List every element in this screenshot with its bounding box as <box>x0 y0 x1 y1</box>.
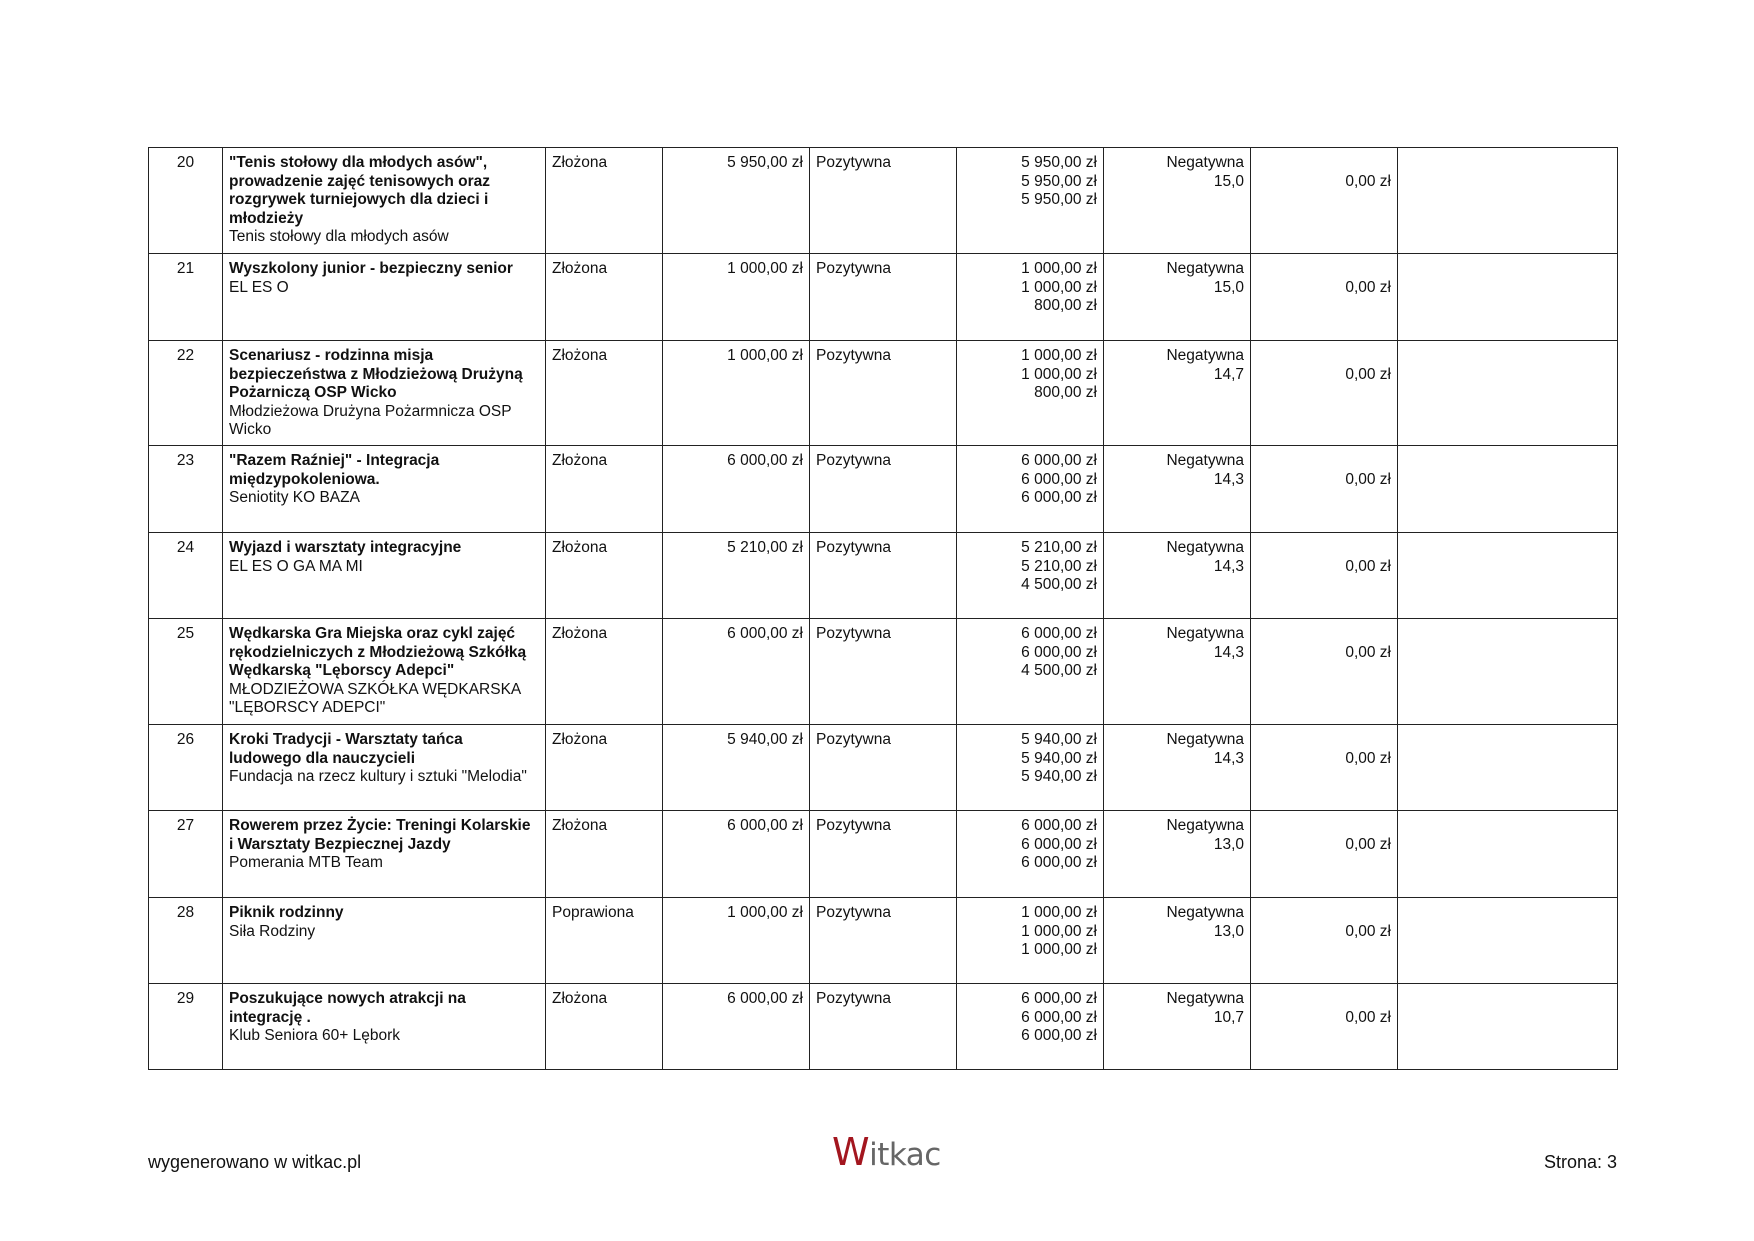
project-title: Piknik rodzinny <box>229 904 344 921</box>
formal-assessment: Pozytywna <box>810 619 957 725</box>
project-title: Kroki Tradycji - Warsztaty tańca ludowego dla nauczycieli <box>229 731 463 767</box>
remarks-cell <box>1398 254 1618 341</box>
result-cell <box>1104 446 1251 533</box>
result-cell <box>1104 898 1251 984</box>
row-number: 23 <box>149 446 223 533</box>
evaluator-amounts <box>957 341 1104 446</box>
requested-amount: 5 950,00 zł <box>663 148 810 254</box>
remarks-cell <box>1398 984 1618 1070</box>
row-number: 20 <box>149 148 223 254</box>
table-row <box>149 725 1618 811</box>
requested-amount: 1 000,00 zł <box>663 341 810 446</box>
table-row <box>149 984 1618 1070</box>
organization-name: Klub Seniora 60+ Lębork <box>229 1027 401 1044</box>
evaluator-amounts <box>957 254 1104 341</box>
requested-amount: 5 210,00 zł <box>663 533 810 619</box>
witkac-logo: Witkac <box>832 1130 941 1174</box>
evaluator-amount: 6 000,00 zł <box>1021 452 1097 469</box>
evaluator-amount: 6 000,00 zł <box>1021 1008 1097 1026</box>
row-number: 26 <box>149 725 223 811</box>
average-score: 15,0 <box>1213 172 1244 190</box>
row-number: 27 <box>149 811 223 898</box>
row-number: 21 <box>149 254 223 341</box>
granted-amount: 0,00 zł <box>1251 619 1398 725</box>
formal-assessment: Pozytywna <box>810 984 957 1070</box>
table-row <box>149 254 1618 341</box>
evaluator-amount: 1 000,00 zł <box>1021 365 1097 383</box>
result-cell <box>1104 811 1251 898</box>
evaluator-amount: 6 000,00 zł <box>1021 990 1097 1007</box>
result-cell <box>1104 725 1251 811</box>
organization-name: EL ES O GA MA MI <box>229 557 363 575</box>
formal-assessment: Pozytywna <box>810 898 957 984</box>
project-cell <box>223 898 546 984</box>
organization-name: Fundacja na rzecz kultury i sztuki "Melodia" <box>229 768 527 785</box>
evaluator-amounts <box>957 984 1104 1070</box>
requested-amount: 6 000,00 zł <box>663 619 810 725</box>
evaluator-amount: 6 000,00 zł <box>1021 625 1097 642</box>
result-cell <box>1104 341 1251 446</box>
evaluator-amount: 6 000,00 zł <box>1021 470 1097 488</box>
evaluator-amount: 5 940,00 zł <box>1021 731 1097 748</box>
result-status: Negatywna <box>1166 990 1244 1007</box>
table-row <box>149 446 1618 533</box>
formal-assessment: Pozytywna <box>810 811 957 898</box>
evaluator-amount: 800,00 zł <box>1034 384 1097 401</box>
evaluator-amount: 1 000,00 zł <box>1021 260 1097 277</box>
average-score: 15,0 <box>1213 278 1244 296</box>
project-cell <box>223 446 546 533</box>
evaluator-amount: 6 000,00 zł <box>1021 817 1097 834</box>
status-cell: Złożona <box>546 446 663 533</box>
evaluator-amounts <box>957 619 1104 725</box>
project-cell <box>223 148 546 254</box>
organization-name: MŁODZIEŻOWA SZKÓŁKA WĘDKARSKA "LĘBORSCY ADEPCI" <box>229 680 521 716</box>
average-score: 14,3 <box>1213 643 1244 661</box>
granted-amount: 0,00 zł <box>1251 446 1398 533</box>
project-title: Poszukujące nowych atrakcji na integrację . <box>229 990 466 1026</box>
result-status: Negatywna <box>1166 154 1244 171</box>
requested-amount: 6 000,00 zł <box>663 984 810 1070</box>
evaluator-amounts <box>957 811 1104 898</box>
status-cell: Złożona <box>546 254 663 341</box>
granted-amount: 0,00 zł <box>1251 148 1398 254</box>
project-title: Wędkarska Gra Miejska oraz cykl zajęć rękodzielniczych z Młodzieżową Szkółką Wędkarską "Lęborscy Adepci" <box>229 625 527 679</box>
evaluator-amount: 5 940,00 zł <box>1021 749 1097 767</box>
result-status: Negatywna <box>1166 347 1244 364</box>
result-status: Negatywna <box>1166 260 1244 277</box>
project-cell <box>223 533 546 619</box>
granted-amount: 0,00 zł <box>1251 811 1398 898</box>
table-row <box>149 533 1618 619</box>
organization-name: Siła Rodziny <box>229 922 316 940</box>
status-cell: Złożona <box>546 725 663 811</box>
granted-amount: 0,00 zł <box>1251 254 1398 341</box>
evaluator-amount: 6 000,00 zł <box>1021 854 1097 871</box>
formal-assessment: Pozytywna <box>810 148 957 254</box>
result-cell <box>1104 254 1251 341</box>
project-title: "Tenis stołowy dla młodych asów", prowadzenie zajęć tenisowych oraz rozgrywek turniejowych dla dzieci i młodzieży <box>229 154 490 227</box>
status-cell: Złożona <box>546 811 663 898</box>
project-title: Rowerem przez Życie: Treningi Kolarskie i Warsztaty Bezpiecznej Jazdy <box>229 817 531 853</box>
result-cell <box>1104 619 1251 725</box>
formal-assessment: Pozytywna <box>810 254 957 341</box>
table-row <box>149 811 1618 898</box>
average-score: 13,0 <box>1213 835 1244 853</box>
result-status: Negatywna <box>1166 625 1244 642</box>
remarks-cell <box>1398 811 1618 898</box>
table-body <box>149 148 1618 1070</box>
remarks-cell <box>1398 533 1618 619</box>
footer-generated-text: wygenerowano w witkac.pl <box>148 1152 362 1172</box>
formal-assessment: Pozytywna <box>810 533 957 619</box>
requested-amount: 6 000,00 zł <box>663 446 810 533</box>
requested-amount: 1 000,00 zł <box>663 254 810 341</box>
remarks-cell <box>1398 341 1618 446</box>
evaluator-amount: 5 210,00 zł <box>1021 539 1097 556</box>
result-status: Negatywna <box>1166 817 1244 834</box>
remarks-cell <box>1398 148 1618 254</box>
result-status: Negatywna <box>1166 452 1244 469</box>
status-cell: Złożona <box>546 619 663 725</box>
row-number: 22 <box>149 341 223 446</box>
table-row <box>149 619 1618 725</box>
project-cell <box>223 341 546 446</box>
row-number: 24 <box>149 533 223 619</box>
result-cell <box>1104 984 1251 1070</box>
table-row <box>149 898 1618 984</box>
average-score: 14,3 <box>1213 557 1244 575</box>
evaluator-amount: 1 000,00 zł <box>1021 922 1097 940</box>
evaluator-amount: 6 000,00 zł <box>1021 835 1097 853</box>
evaluator-amount: 1 000,00 zł <box>1021 347 1097 364</box>
requested-amount: 6 000,00 zł <box>663 811 810 898</box>
evaluator-amount: 1 000,00 zł <box>1021 941 1097 958</box>
organization-name: Młodzieżowa Drużyna Pożarmnicza OSP Wicko <box>229 402 512 438</box>
status-cell: Złożona <box>546 984 663 1070</box>
granted-amount: 0,00 zł <box>1251 725 1398 811</box>
average-score: 13,0 <box>1213 922 1244 940</box>
requested-amount: 1 000,00 zł <box>663 898 810 984</box>
evaluator-amount: 5 950,00 zł <box>1021 154 1097 171</box>
evaluator-amount: 4 500,00 zł <box>1021 576 1097 593</box>
result-cell <box>1104 533 1251 619</box>
average-score: 14,3 <box>1213 749 1244 767</box>
project-cell <box>223 619 546 725</box>
formal-assessment: Pozytywna <box>810 341 957 446</box>
project-cell <box>223 725 546 811</box>
evaluator-amount: 6 000,00 zł <box>1021 643 1097 661</box>
evaluator-amount: 5 210,00 zł <box>1021 557 1097 575</box>
table-row <box>149 148 1618 254</box>
evaluator-amounts <box>957 148 1104 254</box>
evaluator-amount: 1 000,00 zł <box>1021 278 1097 296</box>
result-status: Negatywna <box>1166 539 1244 556</box>
status-cell: Złożona <box>546 341 663 446</box>
table-row <box>149 341 1618 446</box>
remarks-cell <box>1398 446 1618 533</box>
evaluator-amount: 800,00 zł <box>1034 297 1097 314</box>
evaluator-amount: 1 000,00 zł <box>1021 904 1097 921</box>
row-number: 28 <box>149 898 223 984</box>
row-number: 25 <box>149 619 223 725</box>
evaluator-amount: 4 500,00 zł <box>1021 662 1097 679</box>
evaluator-amount: 5 940,00 zł <box>1021 768 1097 785</box>
project-title: Wyszkolony junior - bezpieczny senior <box>229 260 513 277</box>
average-score: 14,7 <box>1213 365 1244 383</box>
status-cell: Złożona <box>546 148 663 254</box>
evaluator-amount: 6 000,00 zł <box>1021 489 1097 506</box>
formal-assessment: Pozytywna <box>810 725 957 811</box>
granted-amount: 0,00 zł <box>1251 341 1398 446</box>
granted-amount: 0,00 zł <box>1251 984 1398 1070</box>
project-cell <box>223 254 546 341</box>
requested-amount: 5 940,00 zł <box>663 725 810 811</box>
evaluator-amount: 5 950,00 zł <box>1021 172 1097 190</box>
evaluator-amounts <box>957 446 1104 533</box>
project-title: Wyjazd i warsztaty integracyjne <box>229 539 462 556</box>
project-cell <box>223 984 546 1070</box>
remarks-cell <box>1398 619 1618 725</box>
remarks-cell <box>1398 725 1618 811</box>
page-number: Strona: 3 <box>1543 1152 1617 1172</box>
average-score: 14,3 <box>1213 470 1244 488</box>
evaluator-amount: 6 000,00 zł <box>1021 1027 1097 1044</box>
result-status: Negatywna <box>1166 904 1244 921</box>
organization-name: Tenis stołowy dla młodych asów <box>229 228 449 245</box>
evaluator-amount: 5 950,00 zł <box>1021 191 1097 208</box>
result-status: Negatywna <box>1166 731 1244 748</box>
remarks-cell <box>1398 898 1618 984</box>
results-table <box>148 147 1618 1070</box>
project-cell <box>223 811 546 898</box>
result-cell <box>1104 148 1251 254</box>
row-number: 29 <box>149 984 223 1070</box>
evaluator-amounts <box>957 533 1104 619</box>
granted-amount: 0,00 zł <box>1251 898 1398 984</box>
granted-amount: 0,00 zł <box>1251 533 1398 619</box>
evaluator-amounts <box>957 725 1104 811</box>
status-cell: Złożona <box>546 533 663 619</box>
project-title: Scenariusz - rodzinna misja bezpieczeństwa z Młodzieżową Drużyną Pożarniczą OSP Wicko <box>229 347 523 401</box>
organization-name: Seniotity KO BAZA <box>229 489 360 506</box>
average-score: 10,7 <box>1213 1008 1244 1026</box>
organization-name: Pomerania MTB Team <box>229 854 383 871</box>
project-title: "Razem Raźniej" - Integracja międzypokoleniowa. <box>229 452 440 488</box>
organization-name: EL ES O <box>229 278 289 296</box>
formal-assessment: Pozytywna <box>810 446 957 533</box>
evaluator-amounts <box>957 898 1104 984</box>
status-cell: Poprawiona <box>546 898 663 984</box>
